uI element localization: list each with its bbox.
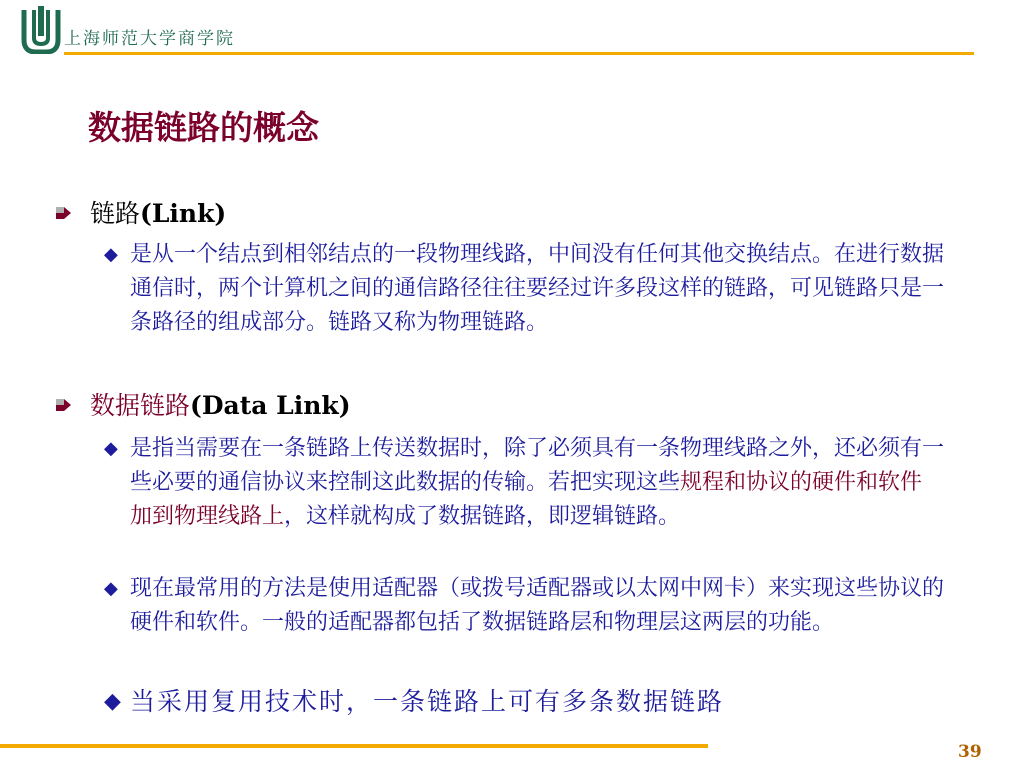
page-number: 39 xyxy=(958,742,982,762)
school-name: 上海师范大学商学院 xyxy=(64,29,235,49)
note-text: 当采用复用技术时，一条链路上可有多条数据链路 xyxy=(130,687,725,716)
section-link-heading xyxy=(56,194,226,230)
header-divider xyxy=(64,52,974,55)
slide-title: 数据链路的概念 xyxy=(88,108,319,147)
paragraph: 现在最常用的方法是使用适配器（或拨号适配器或以太网中网卡）来实现这些协议的硬件和软件。一般的适配器都包括了数据链路层和物理层这两层的功能。 xyxy=(130,576,945,635)
university-logo xyxy=(18,6,64,54)
section-heading-cn: 数据链路 xyxy=(90,391,191,420)
section-heading-en: (Link) xyxy=(140,199,227,228)
arrow-bullet-icon xyxy=(56,396,72,412)
diamond-bullet-icon: ◆ xyxy=(104,689,121,714)
footer-divider xyxy=(0,744,708,748)
section-heading-en: (Data Link) xyxy=(190,391,351,420)
list-item xyxy=(104,682,944,722)
arrow-bullet-icon xyxy=(56,204,72,220)
diamond-bullet-icon: ◆ xyxy=(104,578,118,599)
diamond-bullet-icon: ◆ xyxy=(104,438,118,459)
paragraph: 是从一个结点到相邻结点的一段物理线路，中间没有任何其他交换结点。在进行数据通信时，两个计算机之间的通信路径往往要经过许多段这样的链路，可见链路只是一条路径的组成部分。链路又称为物理链路。 xyxy=(130,242,945,335)
section-heading-cn: 链路 xyxy=(90,199,141,228)
list-item xyxy=(104,572,944,640)
paragraph: 是指当需要在一条链路上传送数据时，除了必须具有一条物理线路之外，还必须有一些必要的通信协议来控制这此数据的传输。若把实现这些规程和协议的硬件和软件加到物理线路上，这样就构成了数据链路，即逻辑链路。 xyxy=(130,436,945,529)
diamond-bullet-icon: ◆ xyxy=(104,244,118,265)
list-item xyxy=(104,238,944,340)
section-datalink-heading xyxy=(56,386,351,422)
highlight-text: 规程和协议的硬件和软件加到物理线路上 xyxy=(130,470,923,529)
list-item xyxy=(104,432,944,534)
